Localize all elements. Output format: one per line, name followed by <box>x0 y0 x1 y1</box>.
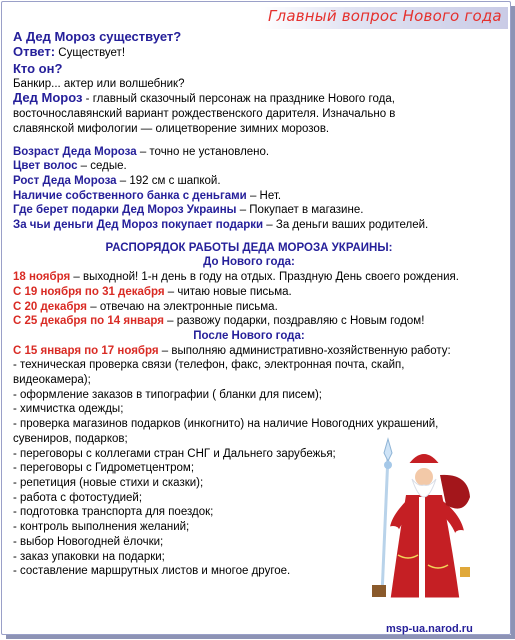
schedule-item <box>13 285 503 300</box>
schedule-item <box>13 314 503 329</box>
fact-value: – Нет. <box>246 189 282 202</box>
task-item: - химчистка одежды; <box>13 403 124 416</box>
schedule-item <box>13 300 503 315</box>
fact-label: Где берет подарки Дед Мороз Украины <box>13 204 237 217</box>
fact-label: Наличие собственного банка с деньгами <box>13 189 247 202</box>
after-schedule-item <box>13 344 503 359</box>
task-item: - оформление заказов в типографии ( бланки для писем); <box>13 388 322 401</box>
fact-value: – 192 см с шапкой. <box>116 174 221 187</box>
fact-label: За чьи деньги Дед Мороз покупает подарки <box>13 219 264 232</box>
schedule-date: 18 ноября <box>13 271 71 284</box>
page-shadow-right <box>511 6 515 637</box>
schedule-text: – развожу подарки, поздравляю с Новым годом! <box>163 315 425 328</box>
task-item: - работа с фотостудией; <box>13 491 143 504</box>
facts-list <box>13 145 503 233</box>
fact-label: Цвет волос <box>13 160 78 173</box>
fact-item <box>13 203 503 218</box>
page-title: Главный вопрос Нового года <box>268 7 502 25</box>
schedule-text: – читаю новые письма. <box>164 285 292 298</box>
question-who: Кто он? <box>13 60 63 76</box>
task-item: видеокамера); <box>13 374 91 387</box>
schedule-date: С 25 декабря по 14 января <box>13 315 164 328</box>
ded-description-line-2: восточнославянский вариант рождественского дарителя. Изначально в <box>13 108 396 121</box>
ded-label: Дед Мороз <box>13 90 83 106</box>
fact-value: – точно не установлено. <box>136 145 270 158</box>
task-item: - проверка магазинов подарков (инкогнито) на наличие Новогодних украшений, <box>13 418 439 431</box>
task-item: - переговоры с Гидрометцентром; <box>13 462 195 475</box>
fact-item <box>13 189 503 204</box>
answer-text: Существует! <box>58 47 126 59</box>
fact-item <box>13 159 503 174</box>
fact-label: Возраст Деда Мороза <box>13 145 137 158</box>
site-url: msp-ua.narod.ru <box>386 623 473 635</box>
question-exists: А Дед Мороз существует? <box>13 29 182 44</box>
before-schedule-list <box>13 270 503 329</box>
schedule-date: С 15 января по 17 ноября <box>13 344 159 357</box>
task-item: - подготовка транспорта для поездок; <box>13 506 214 519</box>
ded-description-line-3: славянской мифологии — олицетворение зимних морозов. <box>13 122 330 135</box>
fact-value: – За деньги ваших родителей. <box>263 219 429 232</box>
fact-value: – седые. <box>77 160 127 173</box>
ded-moroz-illustration <box>368 435 478 620</box>
after-new-year-title: После Нового года: <box>193 329 305 342</box>
schedule-date: С 20 декабря <box>13 300 88 313</box>
schedule-text: – выполняю административно-хозяйственную работу: <box>158 344 451 357</box>
schedule-date: С 19 ноября по 31 декабря <box>13 285 165 298</box>
task-item: - составление маршрутных листов и многое другое. <box>13 565 291 578</box>
task-item: - переговоры с коллегами стран СНГ и Дальнего зарубежья; <box>13 447 336 460</box>
task-item: - техническая проверка связи (телефон, факс, электронная почта, скайп, <box>13 359 405 372</box>
fact-value: – Покупает в магазине. <box>236 204 364 217</box>
schedule-title: РАСПОРЯДОК РАБОТЫ ДЕДА МОРОЗА УКРАИНЫ: <box>105 241 393 254</box>
fact-item <box>13 145 503 160</box>
schedule-item <box>13 270 503 285</box>
task-item: - выбор Новогодней ёлочки; <box>13 535 164 548</box>
fact-item <box>13 174 503 189</box>
answer-line <box>13 45 503 61</box>
task-item: - контроль выполнения желаний; <box>13 521 190 534</box>
ded-description-line-1 <box>13 91 503 107</box>
banker-line: Банкир... актер или волшебник? <box>13 77 185 90</box>
fact-item <box>13 218 503 233</box>
page-shadow-bottom <box>6 635 515 639</box>
task-item: сувениров, подарков; <box>13 432 128 445</box>
fact-label: Рост Деда Мороза <box>13 174 117 187</box>
schedule-text: – отвечаю на электронные письма. <box>87 300 278 313</box>
task-item: - репетиция (новые стихи и сказки); <box>13 476 204 489</box>
ded-text-1: - главный сказочный персонаж на празднике Нового года, <box>82 93 395 106</box>
task-item: - заказ упаковки на подарки; <box>13 550 165 563</box>
before-new-year-title: До Нового года: <box>203 256 295 269</box>
answer-label: Ответ: <box>13 44 56 59</box>
schedule-text: – выходной! 1-н день в году на отдых. Праздную День своего рождения. <box>70 271 459 284</box>
